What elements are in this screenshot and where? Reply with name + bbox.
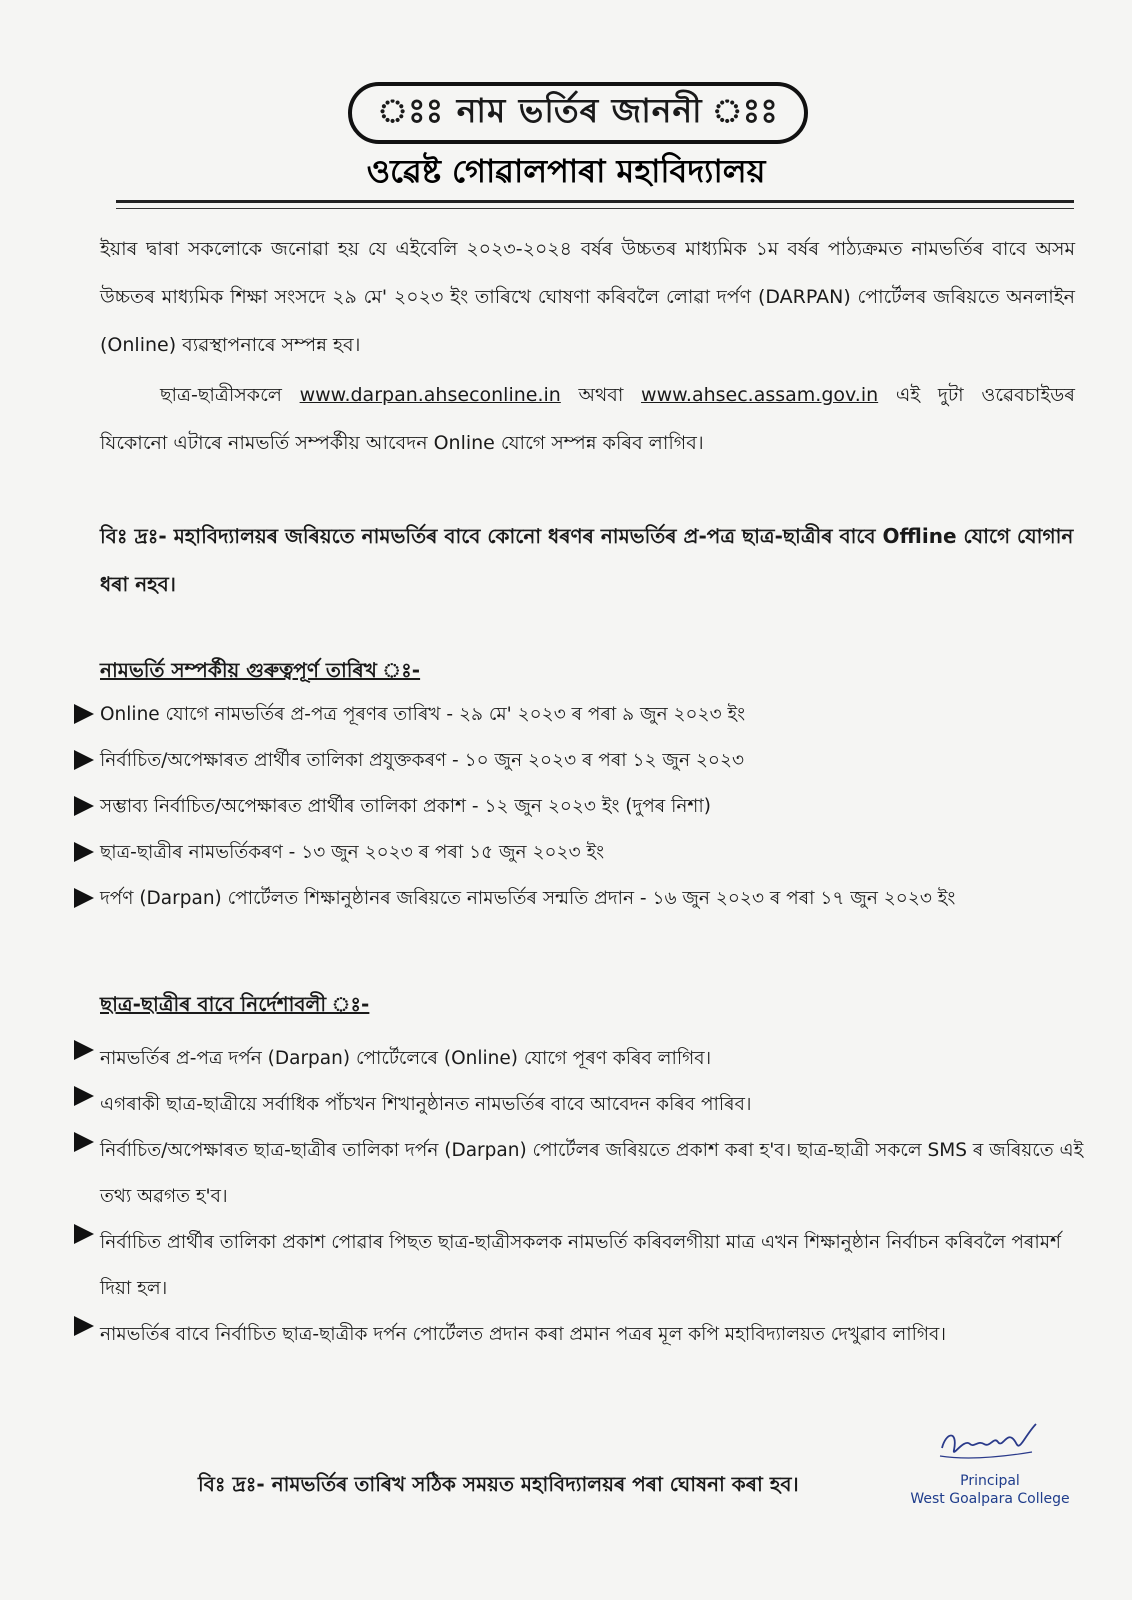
website-paragraph-start: ছাত্ৰ-ছাত্ৰীসকলে bbox=[160, 384, 282, 406]
principal-signature bbox=[936, 1418, 1046, 1466]
header-rule-thick bbox=[116, 200, 1074, 203]
darpan-link[interactable]: www.darpan.ahseconline.in bbox=[299, 384, 561, 406]
ahsec-link[interactable]: www.ahsec.assam.gov.in bbox=[641, 384, 879, 406]
list-item: নিৰ্বাচিত/অপেক্ষাৰত ছাত্ৰ-ছাত্ৰীৰ তালিকা দৰ্পন (Darpan) পোৰ্টেলৰ জৰিয়তে প্ৰকাশ কৰা হ'ব। ছাত্ৰ-ছাত্ৰী সকলে SMS ৰ জৰিয়তে এই তথ্য অৱগত হ'ব। bbox=[74, 1128, 1084, 1220]
notice-title: ঃঃ নাম ভৰ্তিৰ জাননী ঃঃ bbox=[377, 91, 779, 130]
header-rule-thin bbox=[116, 208, 1074, 209]
list-item: নামভৰ্তিৰ প্ৰ-পত্ৰ দৰ্পন (Darpan) পোৰ্টেলেৰে (Online) যোগে পূৰণ কৰিব লাগিব। bbox=[74, 1036, 1084, 1082]
list-item: দৰ্পণ (Darpan) পোৰ্টেলত শিক্ষানুষ্ঠানৰ জৰিয়তে নামভৰ্তিৰ সন্মতি প্ৰদান - ১৬ জুন ২০২৩ ৰ পৰা ১৭ জুন ২০২৩ ইং bbox=[74, 884, 1084, 930]
offline-note: বিঃ দ্ৰঃ- মহাবিদ্যালয়ৰ জৰিয়তে নামভৰ্তিৰ বাবে কোনো ধৰণৰ নামভৰ্তিৰ প্ৰ-পত্ৰ ছাত্ৰ-ছাত্ৰীৰ বাবে Offline যোগে যোগান ধৰা নহব। bbox=[100, 524, 1074, 596]
arrow-bullet-icon bbox=[74, 796, 94, 816]
website-paragraph bbox=[100, 371, 1075, 467]
instructions-heading: ছাত্ৰ-ছাত্ৰীৰ বাবে নিৰ্দেশাবলী ঃ- bbox=[100, 992, 370, 1016]
arrow-bullet-icon bbox=[74, 750, 94, 770]
list-item: নামভৰ্তিৰ বাবে নিৰ্বাচিত ছাত্ৰ-ছাত্ৰীক দৰ্পন পোৰ্টেলত প্ৰদান কৰা প্ৰমান পত্ৰৰ মূল কপি মহাবিদ্যালয়ত দেখুৱাব লাগিব। bbox=[74, 1312, 1084, 1358]
list-item: সম্ভাব্য নিৰ্বাচিত/অপেক্ষাৰত প্ৰাৰ্থীৰ তালিকা প্ৰকাশ - ১২ জুন ২০২৩ ইং (দুপৰ নিশা) bbox=[74, 792, 1084, 838]
principal-title: Principal bbox=[960, 1473, 1020, 1489]
intro-paragraph: ইয়াৰ দ্বাৰা সকলোকে জনোৱা হয় যে এইবেলি ২০২৩-২০২৪ বৰ্ষৰ উচ্চতৰ মাধ্যমিক ১ম বৰ্ষৰ পাঠ্যক্ৰমত নামভৰ্তিৰ বাবে অসম উচ্চতৰ মাধ্যমিক শিক্ষা সংসদে ২৯ মে' ২০২৩ ইং তাৰিখে ঘোষণা কৰিবলৈ লোৱা দৰ্পণ (DARPAN) পোৰ্টেলৰ জৰিয়তে অনলাইন (Online) ব্যৱস্থাপনাৰে সম্পন্ন হব। bbox=[100, 238, 1075, 356]
notice-title-box bbox=[348, 82, 808, 144]
arrow-bullet-icon bbox=[74, 1224, 94, 1244]
college-name: ওৱেষ্ট গোৱালপাৰা মহাবিদ্যালয় bbox=[366, 152, 766, 190]
dates-list bbox=[74, 700, 1084, 930]
arrow-bullet-icon bbox=[74, 1086, 94, 1106]
arrow-bullet-icon bbox=[74, 1316, 94, 1336]
list-item: এগৰাকী ছাত্ৰ-ছাত্ৰীয়ে সৰ্বাধিক পাঁচখন শিখানুষ্ঠানত নামভৰ্তিৰ বাবে আবেদন কৰিব পাৰিব। bbox=[74, 1082, 1084, 1128]
arrow-bullet-icon bbox=[74, 1132, 94, 1152]
instructions-list bbox=[74, 1036, 1084, 1358]
principal-stamp bbox=[910, 1472, 1070, 1508]
arrow-bullet-icon bbox=[74, 704, 94, 724]
arrow-bullet-icon bbox=[74, 842, 94, 862]
list-item: নিৰ্বাচিত প্ৰাৰ্থীৰ তালিকা প্ৰকাশ পোৱাৰ পিছত ছাত্ৰ-ছাত্ৰীসকলক নামভৰ্তি কৰিবলগীয়া মাত্ৰ এখন শিক্ষানুষ্ঠান নিৰ্বাচন কৰিবলৈ পৰামৰ্শ দিয়া হল। bbox=[74, 1220, 1084, 1312]
website-paragraph-end: এই দুটা ওৱেবচাইডৰ যিকোনো এটাৰে নামভৰ্তি সম্পৰ্কীয় আবেদন Online যোগে সম্পন্ন কৰিব লাগিব। bbox=[100, 384, 1075, 454]
list-item: Online যোগে নামভৰ্তিৰ প্ৰ-পত্ৰ পূৰণৰ তাৰিখ - ২৯ মে' ২০২৩ ৰ পৰা ৯ জুন ২০২৩ ইং bbox=[74, 700, 1084, 746]
arrow-bullet-icon bbox=[74, 888, 94, 908]
list-item: ছাত্ৰ-ছাত্ৰীৰ নামভৰ্তিকৰণ - ১৩ জুন ২০২৩ ৰ পৰা ১৫ জুন ২০২৩ ইং bbox=[74, 838, 1084, 884]
website-paragraph-or: অথবা bbox=[578, 384, 624, 406]
arrow-bullet-icon bbox=[74, 1040, 94, 1060]
footer-note: বিঃ দ্ৰঃ- নামভৰ্তিৰ তাৰিখ সঠিক সময়ত মহাবিদ্যালয়ৰ পৰা ঘোষনা কৰা হব। bbox=[198, 1472, 799, 1496]
dates-heading: নামভৰ্তি সম্পৰ্কীয় গুৰুত্বপূৰ্ণ তাৰিখ ঃ- bbox=[100, 658, 421, 682]
list-item: নিৰ্বাচিত/অপেক্ষাৰত প্ৰাৰ্থীৰ তালিকা প্ৰযুক্তকৰণ - ১০ জুন ২০২৩ ৰ পৰা ১২ জুন ২০২৩ bbox=[74, 746, 1084, 792]
principal-college: West Goalpara College bbox=[910, 1491, 1070, 1507]
